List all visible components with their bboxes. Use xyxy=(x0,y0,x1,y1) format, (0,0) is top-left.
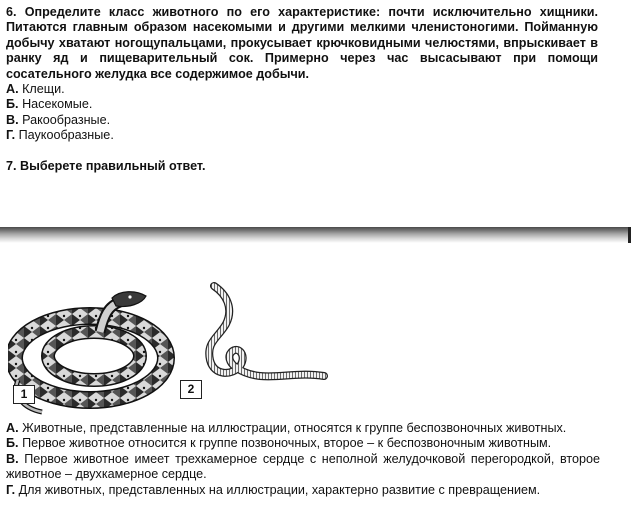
answer-d xyxy=(6,483,600,498)
earthworm-illustration-icon xyxy=(196,280,336,390)
option-letter: Г. xyxy=(6,128,16,143)
question-7-text: 7. Выберете правильный ответ. xyxy=(6,158,206,173)
option-text: Паукообразные. xyxy=(18,128,114,143)
option-text: Ракообразные. xyxy=(22,112,111,127)
answer-text: Животные, представленные на иллюстрации, относятся к группе беспозвоночных животных. xyxy=(22,421,567,435)
answer-text: Первое животное имеет трехкамерное сердце с неполной желудочковой перегородкой, второе животное – двухкамерное сердце. xyxy=(6,451,600,482)
answer-a xyxy=(6,421,600,436)
option-text: Клещи. xyxy=(22,82,65,97)
illustration-label-2: 2 xyxy=(180,380,202,399)
option-letter: Б. xyxy=(6,97,19,112)
question-6-option-c xyxy=(6,113,598,128)
option-letter: В. xyxy=(6,112,19,127)
option-letter: А. xyxy=(6,82,19,97)
option-text: Насекомые. xyxy=(22,97,93,112)
illustrations-area xyxy=(0,262,631,412)
answer-b xyxy=(6,436,600,451)
answer-letter: Г. xyxy=(6,482,16,497)
answer-letter: В. xyxy=(6,451,19,466)
answer-text: Первое животное относится к группе позвоночных, второе – к беспозвоночным животным. xyxy=(22,436,552,451)
question-6-option-b xyxy=(6,97,598,112)
illustration-label-1: 1 xyxy=(13,385,35,404)
answer-c xyxy=(6,452,600,483)
question-6-block xyxy=(6,5,598,174)
question-6-option-d xyxy=(6,128,598,143)
answer-letter: А. xyxy=(6,421,19,435)
question-6-option-a xyxy=(6,82,598,97)
page-divider xyxy=(0,227,631,243)
answer-letter: Б. xyxy=(6,436,19,451)
question-7-answers xyxy=(6,421,600,498)
answer-text: Для животных, представленных на иллюстрации, характерно развитие с превращением. xyxy=(18,482,541,497)
snake-illustration-icon xyxy=(8,290,183,425)
question-6-text: 6. Определите класс животного по его характеристике: почти исключительно хищники. Питаются главным образом насекомыми и другими мелкими членистоногими. Пойманную добычу хватают ногощупальцами, прокусывает крючковидными челюстями, впрыскивает в ранку яд и пищеварительный сок. Примерно через час высасывают при помощи сосательного желудка все содержимое добычи. xyxy=(6,5,598,81)
